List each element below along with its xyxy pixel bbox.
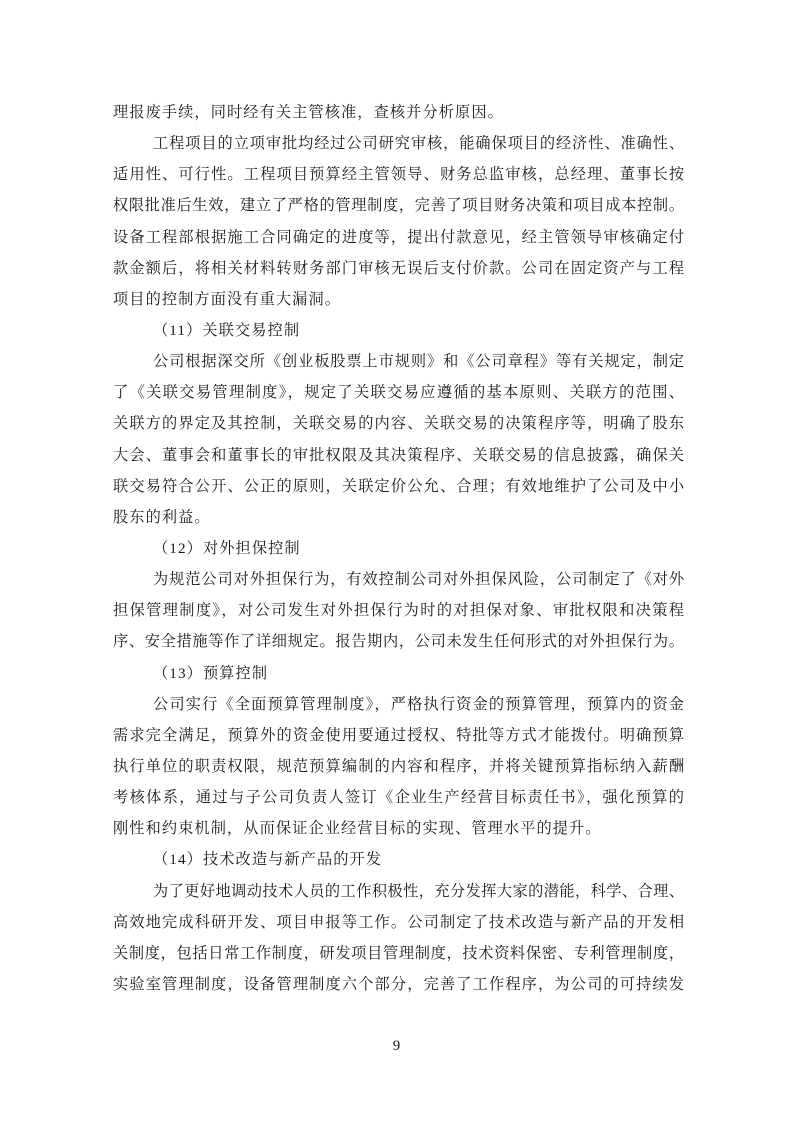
text-line: 款金额后，将相关材料转财务部门审核无误后支付价款。公司在固定资产与工程 bbox=[113, 259, 684, 277]
text-line: 公司实行《全面预算管理制度》，严格执行资金的预算管理，预算内的资金 bbox=[153, 695, 684, 713]
text-line: （13）预算控制 bbox=[153, 664, 269, 682]
text-line: 项目的控制方面没有重大漏洞。 bbox=[113, 290, 342, 308]
text-line: 实验室管理制度，设备管理制度六个部分，完善了工作程序，为公司的可持续发 bbox=[113, 975, 684, 993]
text-line: 为规范公司对外担保行为，有效控制公司对外担保风险，公司制定了《对外 bbox=[153, 571, 684, 589]
text-line: 股东的利益。 bbox=[113, 508, 211, 526]
text-line: 考核体系，通过与子公司负责人签订《企业生产经营目标责任书》，强化预算的 bbox=[113, 789, 684, 807]
text-line: 执行单位的职责权限，规范预算编制的内容和程序，并将关键预算指标纳入薪酬 bbox=[113, 757, 684, 775]
text-line: 联交易符合公开、公正的原则，关联定价公允、合理；有效地维护了公司及中小 bbox=[113, 477, 684, 495]
page-number: 9 bbox=[392, 1038, 401, 1054]
text-line: 权限批准后生效，建立了严格的管理制度，完善了项目财务决策和项目成本控制。 bbox=[113, 197, 684, 215]
text-line: 设备工程部根据施工合同确定的进度等，提出付款意见，经主管领导审核确定付 bbox=[113, 228, 684, 246]
text-line: 担保管理制度》，对公司发生对外担保行为时的对担保对象、审批权限和决策程 bbox=[113, 602, 684, 620]
text-line: 公司根据深交所《创业板股票上市规则》和《公司章程》等有关规定，制定 bbox=[153, 353, 684, 371]
text-line: 关联方的界定及其控制，关联交易的内容、关联交易的决策程序等，明确了股东 bbox=[113, 415, 684, 433]
text-line: 刚性和约束机制，从而保证企业经营目标的实现、管理水平的提升。 bbox=[113, 820, 602, 838]
text-line: 为了更好地调动技术人员的工作积极性，充分发挥大家的潜能，科学、合理、 bbox=[153, 882, 684, 900]
text-line: （12）对外担保控制 bbox=[153, 539, 301, 557]
text-line: 了《关联交易管理制度》，规定了关联交易应遵循的基本原则、关联方的范围、 bbox=[113, 384, 684, 402]
text-line: （14）技术改造与新产品的开发 bbox=[153, 851, 383, 869]
text-line: 理报废手续，同时经有关主管核准，查核并分析原因。 bbox=[113, 104, 504, 121]
text-line: 序、安全措施等作了详细规定。报告期内，公司未发生任何形式的对外担保行为。 bbox=[113, 633, 684, 651]
text-line: （11）关联交易控制 bbox=[153, 321, 301, 339]
text-line: 工程项目的立项审批均经过公司研究审核，能确保项目的经济性、准确性、 bbox=[153, 135, 684, 153]
text-line: 适用性、可行性。工程项目预算经主管领导、财务总监审核，总经理、董事长按 bbox=[113, 166, 684, 184]
text-line: 大会、董事会和董事长的审批权限及其决策程序、关联交易的信息披露，确保关 bbox=[113, 446, 684, 464]
text-line: 关制度，包括日常工作制度，研发项目管理制度，技术资料保密、专利管理制度， bbox=[113, 944, 684, 962]
text-block bbox=[113, 97, 684, 1000]
text-line: 高效地完成科研开发、项目申报等工作。公司制定了技术改造与新产品的开发相 bbox=[113, 913, 684, 931]
text-line: 需求完全满足，预算外的资金使用要通过授权、特批等方式才能拨付。明确预算 bbox=[113, 726, 684, 744]
